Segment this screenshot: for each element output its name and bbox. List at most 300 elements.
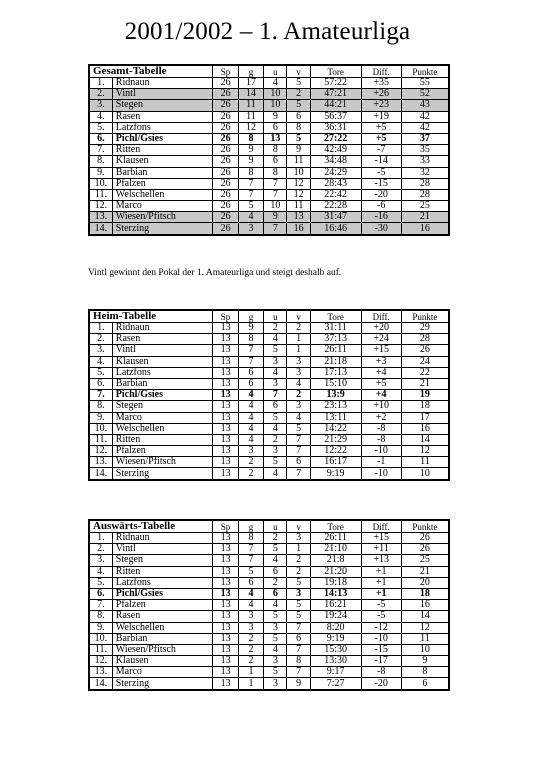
table-row xyxy=(89,656,449,667)
losses-cell: 5 xyxy=(287,423,310,434)
team-cell: Wiesen/Pfitsch xyxy=(112,457,213,468)
played-cell: 13 xyxy=(213,555,238,566)
diff-cell: -20 xyxy=(361,189,401,200)
column-header: v xyxy=(287,65,310,78)
table-name: Heim-Tabelle xyxy=(89,310,213,323)
points-cell: 16 xyxy=(401,223,449,235)
points-cell: 43 xyxy=(401,100,449,111)
diff-cell: -5 xyxy=(361,611,401,622)
wins-cell: 8 xyxy=(238,167,263,178)
diff-cell: +26 xyxy=(361,89,401,100)
draws-cell: 5 xyxy=(264,412,287,423)
goals-cell: 28:43 xyxy=(310,178,361,189)
draws-cell: 4 xyxy=(264,423,287,434)
played-cell: 13 xyxy=(213,611,238,622)
column-header: v xyxy=(287,520,310,533)
pos-cell: 5. xyxy=(89,577,112,588)
played-cell: 13 xyxy=(213,600,238,611)
wins-cell: 4 xyxy=(238,423,263,434)
draws-cell: 7 xyxy=(264,390,287,401)
draws-cell: 6 xyxy=(264,588,287,599)
points-cell: 42 xyxy=(401,111,449,122)
pos-cell: 12. xyxy=(89,446,112,457)
losses-cell: 3 xyxy=(287,533,310,544)
team-cell: Ridnaun xyxy=(112,323,213,334)
played-cell: 26 xyxy=(213,133,238,144)
played-cell: 13 xyxy=(213,667,238,678)
points-cell: 25 xyxy=(401,555,449,566)
draws-cell: 3 xyxy=(264,356,287,367)
team-cell: Ridnaun xyxy=(112,533,213,544)
wins-cell: 3 xyxy=(238,446,263,457)
pos-cell: 8. xyxy=(89,156,112,167)
table-row xyxy=(89,78,449,89)
diff-cell: -5 xyxy=(361,600,401,611)
pos-cell: 12. xyxy=(89,656,112,667)
pos-cell: 13. xyxy=(89,212,112,223)
table-header-row xyxy=(89,520,449,533)
pos-cell: 4. xyxy=(89,111,112,122)
points-cell: 20 xyxy=(401,577,449,588)
points-cell: 11 xyxy=(401,457,449,468)
played-cell: 13 xyxy=(213,334,238,345)
draws-cell: 8 xyxy=(264,167,287,178)
pos-cell: 1. xyxy=(89,78,112,89)
diff-cell: +4 xyxy=(361,367,401,378)
played-cell: 26 xyxy=(213,156,238,167)
draws-cell: 9 xyxy=(264,111,287,122)
draws-cell: 4 xyxy=(264,468,287,480)
wins-cell: 1 xyxy=(238,678,263,690)
column-header: Diff. xyxy=(361,65,401,78)
team-cell: Stegen xyxy=(112,555,213,566)
points-cell: 10 xyxy=(401,644,449,655)
losses-cell: 2 xyxy=(287,566,310,577)
diff-cell: +15 xyxy=(361,533,401,544)
diff-cell: -1 xyxy=(361,457,401,468)
goals-cell: 37:13 xyxy=(310,334,361,345)
pos-cell: 10. xyxy=(89,178,112,189)
table-row xyxy=(89,178,449,189)
diff-cell: +2 xyxy=(361,412,401,423)
losses-cell: 4 xyxy=(287,412,310,423)
table-row xyxy=(89,457,449,468)
diff-cell: +5 xyxy=(361,122,401,133)
points-cell: 12 xyxy=(401,446,449,457)
pos-cell: 13. xyxy=(89,457,112,468)
team-cell: Marco xyxy=(112,667,213,678)
goals-cell: 22:28 xyxy=(310,201,361,212)
table-row xyxy=(89,89,449,100)
played-cell: 13 xyxy=(213,390,238,401)
table-row xyxy=(89,423,449,434)
team-cell: Latzfons xyxy=(112,577,213,588)
points-cell: 21 xyxy=(401,212,449,223)
losses-cell: 7 xyxy=(287,468,310,480)
diff-cell: +24 xyxy=(361,334,401,345)
pos-cell: 9. xyxy=(89,412,112,423)
diff-cell: +5 xyxy=(361,133,401,144)
wins-cell: 2 xyxy=(238,656,263,667)
table-row xyxy=(89,566,449,577)
column-header: Diff. xyxy=(361,310,401,323)
diff-cell: +1 xyxy=(361,577,401,588)
diff-cell: -17 xyxy=(361,656,401,667)
pos-cell: 1. xyxy=(89,533,112,544)
pos-cell: 7. xyxy=(89,600,112,611)
points-cell: 14 xyxy=(401,611,449,622)
wins-cell: 2 xyxy=(238,457,263,468)
draws-cell: 4 xyxy=(264,555,287,566)
diff-cell: -14 xyxy=(361,156,401,167)
draws-cell: 10 xyxy=(264,100,287,111)
team-cell: Ritten xyxy=(112,434,213,445)
pos-cell: 11. xyxy=(89,434,112,445)
table-name: Auswärts-Tabelle xyxy=(89,520,213,533)
column-header: g xyxy=(238,65,263,78)
table-row xyxy=(89,133,449,144)
diff-cell: +19 xyxy=(361,111,401,122)
points-cell: 26 xyxy=(401,533,449,544)
pos-cell: 1. xyxy=(89,323,112,334)
diff-cell: -8 xyxy=(361,423,401,434)
points-cell: 25 xyxy=(401,201,449,212)
draws-cell: 7 xyxy=(264,223,287,235)
wins-cell: 4 xyxy=(238,434,263,445)
column-header: Diff. xyxy=(361,520,401,533)
table-row xyxy=(89,446,449,457)
pos-cell: 11. xyxy=(89,189,112,200)
goals-cell: 15:10 xyxy=(310,378,361,389)
played-cell: 13 xyxy=(213,434,238,445)
team-cell: Pichl/Gsies xyxy=(112,390,213,401)
goals-cell: 21:8 xyxy=(310,555,361,566)
table-row xyxy=(89,122,449,133)
pokal-note: Vintl gewinnt den Pokal der 1. Amateurliga und steigt deshalb auf. xyxy=(88,268,342,278)
column-header: Tore xyxy=(310,310,361,323)
points-cell: 29 xyxy=(401,323,449,334)
points-cell: 37 xyxy=(401,133,449,144)
team-cell: Ritten xyxy=(112,145,213,156)
draws-cell: 4 xyxy=(264,78,287,89)
losses-cell: 3 xyxy=(287,367,310,378)
goals-cell: 9:19 xyxy=(310,468,361,480)
table-row xyxy=(89,367,449,378)
goals-cell: 34:48 xyxy=(310,156,361,167)
diff-cell: -8 xyxy=(361,667,401,678)
auswaerts-table xyxy=(88,519,450,691)
goals-cell: 14:13 xyxy=(310,588,361,599)
pos-cell: 12. xyxy=(89,201,112,212)
draws-cell: 2 xyxy=(264,533,287,544)
diff-cell: -7 xyxy=(361,145,401,156)
team-cell: Latzfons xyxy=(112,367,213,378)
played-cell: 13 xyxy=(213,345,238,356)
gesamt-table xyxy=(88,64,450,236)
losses-cell: 2 xyxy=(287,89,310,100)
column-header: g xyxy=(238,520,263,533)
goals-cell: 19:24 xyxy=(310,611,361,622)
points-cell: 24 xyxy=(401,356,449,367)
column-header: Punkte xyxy=(401,65,449,78)
table-row xyxy=(89,201,449,212)
draws-cell: 4 xyxy=(264,334,287,345)
points-cell: 12 xyxy=(401,622,449,633)
wins-cell: 5 xyxy=(238,566,263,577)
pos-cell: 5. xyxy=(89,122,112,133)
goals-cell: 44:21 xyxy=(310,100,361,111)
table-row xyxy=(89,100,449,111)
points-cell: 16 xyxy=(401,600,449,611)
goals-cell: 14:22 xyxy=(310,423,361,434)
goals-cell: 8:20 xyxy=(310,622,361,633)
points-cell: 22 xyxy=(401,367,449,378)
goals-cell: 21:29 xyxy=(310,434,361,445)
wins-cell: 7 xyxy=(238,178,263,189)
played-cell: 13 xyxy=(213,446,238,457)
draws-cell: 6 xyxy=(264,122,287,133)
draws-cell: 9 xyxy=(264,212,287,223)
points-cell: 17 xyxy=(401,412,449,423)
team-cell: Sterzing xyxy=(112,223,213,235)
page-title: 2001/2002 – 1. Amateurliga xyxy=(124,18,411,45)
losses-cell: 8 xyxy=(287,656,310,667)
played-cell: 26 xyxy=(213,201,238,212)
played-cell: 13 xyxy=(213,457,238,468)
losses-cell: 3 xyxy=(287,401,310,412)
diff-cell: -5 xyxy=(361,167,401,178)
losses-cell: 6 xyxy=(287,457,310,468)
goals-cell: 16:17 xyxy=(310,457,361,468)
draws-cell: 5 xyxy=(264,633,287,644)
goals-cell: 21:10 xyxy=(310,544,361,555)
pos-cell: 14. xyxy=(89,678,112,690)
draws-cell: 8 xyxy=(264,145,287,156)
losses-cell: 2 xyxy=(287,323,310,334)
diff-cell: -30 xyxy=(361,223,401,235)
table-row xyxy=(89,334,449,345)
points-cell: 19 xyxy=(401,390,449,401)
table-row xyxy=(89,633,449,644)
pos-cell: 3. xyxy=(89,100,112,111)
draws-cell: 10 xyxy=(264,201,287,212)
played-cell: 13 xyxy=(213,323,238,334)
pos-cell: 4. xyxy=(89,566,112,577)
points-cell: 42 xyxy=(401,122,449,133)
team-cell: Klausen xyxy=(112,656,213,667)
wins-cell: 7 xyxy=(238,356,263,367)
losses-cell: 9 xyxy=(287,145,310,156)
diff-cell: -8 xyxy=(361,434,401,445)
table-row xyxy=(89,167,449,178)
diff-cell: +35 xyxy=(361,78,401,89)
wins-cell: 9 xyxy=(238,145,263,156)
pos-cell: 6. xyxy=(89,588,112,599)
points-cell: 16 xyxy=(401,423,449,434)
draws-cell: 3 xyxy=(264,622,287,633)
team-cell: Welschellen xyxy=(112,189,213,200)
diff-cell: -15 xyxy=(361,644,401,655)
points-cell: 18 xyxy=(401,401,449,412)
wins-cell: 4 xyxy=(238,212,263,223)
points-cell: 28 xyxy=(401,178,449,189)
played-cell: 13 xyxy=(213,678,238,690)
column-header: Sp xyxy=(213,310,238,323)
table-row xyxy=(89,323,449,334)
diff-cell: -10 xyxy=(361,468,401,480)
column-header: Punkte xyxy=(401,310,449,323)
losses-cell: 6 xyxy=(287,633,310,644)
table-row xyxy=(89,401,449,412)
goals-cell: 15:30 xyxy=(310,644,361,655)
losses-cell: 5 xyxy=(287,577,310,588)
draws-cell: 6 xyxy=(264,566,287,577)
pos-cell: 7. xyxy=(89,390,112,401)
losses-cell: 9 xyxy=(287,678,310,690)
table-row xyxy=(89,644,449,655)
goals-cell: 57:22 xyxy=(310,78,361,89)
played-cell: 13 xyxy=(213,656,238,667)
draws-cell: 13 xyxy=(264,133,287,144)
diff-cell: +1 xyxy=(361,588,401,599)
wins-cell: 3 xyxy=(238,611,263,622)
wins-cell: 3 xyxy=(238,223,263,235)
wins-cell: 8 xyxy=(238,533,263,544)
points-cell: 52 xyxy=(401,89,449,100)
played-cell: 13 xyxy=(213,588,238,599)
table-row xyxy=(89,588,449,599)
goals-cell: 27:22 xyxy=(310,133,361,144)
points-cell: 33 xyxy=(401,156,449,167)
goals-cell: 31:47 xyxy=(310,212,361,223)
column-header: Sp xyxy=(213,65,238,78)
played-cell: 13 xyxy=(213,633,238,644)
diff-cell: +11 xyxy=(361,544,401,555)
team-cell: Klausen xyxy=(112,356,213,367)
pos-cell: 8. xyxy=(89,611,112,622)
pos-cell: 11. xyxy=(89,644,112,655)
column-header: Punkte xyxy=(401,520,449,533)
table-row xyxy=(89,390,449,401)
pos-cell: 2. xyxy=(89,89,112,100)
wins-cell: 6 xyxy=(238,367,263,378)
wins-cell: 8 xyxy=(238,334,263,345)
goals-cell: 13:11 xyxy=(310,412,361,423)
played-cell: 26 xyxy=(213,189,238,200)
goals-cell: 21:18 xyxy=(310,356,361,367)
team-cell: Stegen xyxy=(112,100,213,111)
goals-cell: 19:18 xyxy=(310,577,361,588)
played-cell: 13 xyxy=(213,412,238,423)
table-row xyxy=(89,356,449,367)
diff-cell: -6 xyxy=(361,201,401,212)
losses-cell: 2 xyxy=(287,555,310,566)
goals-cell: 17:13 xyxy=(310,367,361,378)
losses-cell: 8 xyxy=(287,122,310,133)
played-cell: 26 xyxy=(213,212,238,223)
points-cell: 11 xyxy=(401,633,449,644)
goals-cell: 16:21 xyxy=(310,600,361,611)
table-row xyxy=(89,145,449,156)
diff-cell: +13 xyxy=(361,555,401,566)
played-cell: 26 xyxy=(213,145,238,156)
losses-cell: 5 xyxy=(287,611,310,622)
points-cell: 6 xyxy=(401,678,449,690)
table-row xyxy=(89,555,449,566)
diff-cell: +4 xyxy=(361,390,401,401)
losses-cell: 11 xyxy=(287,156,310,167)
goals-cell: 16:46 xyxy=(310,223,361,235)
losses-cell: 6 xyxy=(287,111,310,122)
points-cell: 14 xyxy=(401,434,449,445)
goals-cell: 7:27 xyxy=(310,678,361,690)
draws-cell: 5 xyxy=(264,667,287,678)
team-cell: Sterzing xyxy=(112,678,213,690)
wins-cell: 4 xyxy=(238,588,263,599)
wins-cell: 6 xyxy=(238,378,263,389)
wins-cell: 11 xyxy=(238,111,263,122)
wins-cell: 17 xyxy=(238,78,263,89)
losses-cell: 13 xyxy=(287,212,310,223)
pos-cell: 10. xyxy=(89,423,112,434)
wins-cell: 4 xyxy=(238,390,263,401)
wins-cell: 4 xyxy=(238,412,263,423)
table-row xyxy=(89,544,449,555)
losses-cell: 10 xyxy=(287,167,310,178)
draws-cell: 6 xyxy=(264,156,287,167)
losses-cell: 3 xyxy=(287,356,310,367)
played-cell: 26 xyxy=(213,78,238,89)
column-header: v xyxy=(287,310,310,323)
team-cell: Barbian xyxy=(112,167,213,178)
diff-cell: +3 xyxy=(361,356,401,367)
points-cell: 28 xyxy=(401,189,449,200)
draws-cell: 2 xyxy=(264,434,287,445)
column-header: u xyxy=(264,310,287,323)
table-row xyxy=(89,111,449,122)
pos-cell: 7. xyxy=(89,145,112,156)
team-cell: Welschellen xyxy=(112,622,213,633)
table-row xyxy=(89,622,449,633)
played-cell: 13 xyxy=(213,423,238,434)
goals-cell: 47:21 xyxy=(310,89,361,100)
goals-cell: 42:49 xyxy=(310,145,361,156)
wins-cell: 5 xyxy=(238,201,263,212)
draws-cell: 7 xyxy=(264,189,287,200)
played-cell: 13 xyxy=(213,644,238,655)
played-cell: 26 xyxy=(213,178,238,189)
played-cell: 13 xyxy=(213,577,238,588)
losses-cell: 1 xyxy=(287,544,310,555)
wins-cell: 8 xyxy=(238,133,263,144)
goals-cell: 26:11 xyxy=(310,345,361,356)
heim-table xyxy=(88,309,450,481)
diff-cell: -15 xyxy=(361,178,401,189)
pos-cell: 8. xyxy=(89,401,112,412)
losses-cell: 4 xyxy=(287,378,310,389)
points-cell: 9 xyxy=(401,656,449,667)
team-cell: Stegen xyxy=(112,401,213,412)
wins-cell: 2 xyxy=(238,633,263,644)
goals-cell: 56:37 xyxy=(310,111,361,122)
points-cell: 18 xyxy=(401,588,449,599)
losses-cell: 16 xyxy=(287,223,310,235)
team-cell: Ritten xyxy=(112,566,213,577)
team-cell: Pichl/Gsies xyxy=(112,133,213,144)
losses-cell: 1 xyxy=(287,345,310,356)
wins-cell: 9 xyxy=(238,323,263,334)
points-cell: 26 xyxy=(401,345,449,356)
